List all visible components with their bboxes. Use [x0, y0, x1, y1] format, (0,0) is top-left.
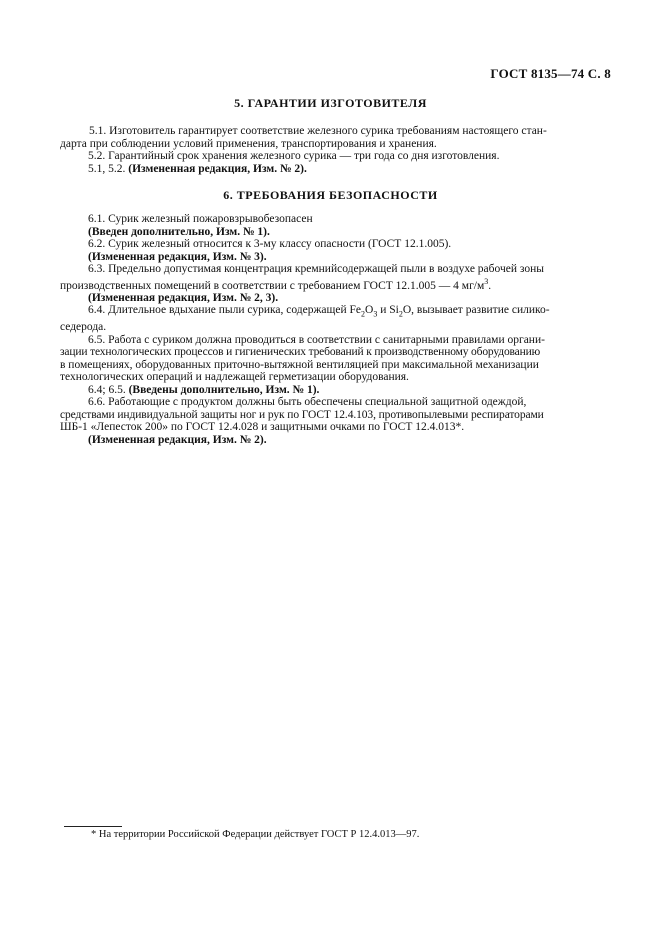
text-6-3b: производственных помещений в соответствии с требованием ГОСТ 12.1.005 — 4 мг/м	[60, 279, 485, 292]
text-5-1b: дарта при соблюдении условий применения, транспортирования и хранения.	[60, 137, 437, 150]
text-6-1: 6.1. Сурик железный пожаровзрывобезопасен	[88, 213, 313, 225]
text-6-2: 6.2. Сурик железный относится к 3-му классу опасности (ГОСТ 12.1.005).	[88, 238, 452, 250]
para-6-5d	[60, 371, 602, 384]
text-5-3-prefix: 5.1, 5.2.	[88, 162, 129, 175]
text-6-3-end: .	[488, 279, 492, 292]
text-6-4a-2: O	[365, 304, 374, 317]
para-6-4-6-5	[88, 384, 602, 397]
text-6-6c: ШБ-1 «Лепесток 200» по ГОСТ 12.4.028 и защитными очками по ГОСТ 12.4.013*.	[60, 421, 465, 434]
text-6-4a-sub1: 2	[361, 309, 366, 319]
para-5-1b	[60, 138, 602, 151]
text-6-4-6-5-prefix: 6.4; 6.5.	[88, 383, 129, 396]
para-6-4b	[60, 321, 602, 334]
para-6-6a	[88, 396, 602, 409]
footnote: * На территории Российской Федерации действует ГОСТ Р 12.4.013—97.	[91, 829, 420, 840]
text-6-4a-4: O, вызывает развитие силико-	[402, 304, 550, 317]
text-6-4a-3: и Si	[377, 304, 399, 317]
text-6-4a-sub2: 3	[373, 309, 378, 319]
section-6-body	[60, 213, 602, 446]
para-5-3	[88, 163, 602, 176]
para-6-5c	[60, 359, 602, 372]
text-6-4b: седерода.	[60, 321, 107, 334]
text-6-3-sup: 3	[484, 276, 489, 286]
para-6-5a	[88, 334, 602, 347]
para-6-4a	[88, 304, 602, 321]
text-6-6b: средствами индивидуальной защиты ног и рук по ГОСТ 12.4.103, противопылевыми респираторами	[60, 408, 544, 421]
para-6-3-note: (Измененная редакция, Изм. № 2, 3).	[88, 291, 279, 304]
para-6-6c	[60, 421, 602, 434]
para-6-6b	[60, 409, 602, 422]
section-5-title: 5. ГАРАНТИИ ИЗГОТОВИТЕЛЯ	[234, 96, 427, 110]
section-6-title: 6. ТРЕБОВАНИЯ БЕЗОПАСНОСТИ	[223, 188, 438, 202]
para-6-3b	[60, 276, 602, 292]
footnote-divider	[64, 826, 122, 827]
text-6-5b: зации технологических процессов и гигиенических требований к производственному оборудованию	[60, 346, 541, 359]
text-6-5d: технологических операций и надлежащей герметизации оборудования.	[60, 371, 409, 384]
text-5-3-bold: (Измененная редакция, Изм. № 2).	[128, 162, 307, 175]
para-6-5b	[60, 346, 602, 359]
para-6-3a	[88, 263, 602, 276]
text-6-4-6-5-bold: (Введены дополнительно, Изм. № 1).	[128, 383, 320, 396]
text-5-2: 5.2. Гарантийный срок хранения железного сурика — три года со дня изготовления.	[88, 150, 500, 162]
text-6-6a: 6.6. Работающие с продуктом должны быть обеспечены специальной защитной одеждой,	[88, 396, 527, 409]
para-6-1	[88, 213, 602, 226]
page-header: ГОСТ 8135—74 С. 8	[490, 66, 611, 81]
text-6-4a-sub3: 2	[398, 309, 403, 319]
section-5-body	[60, 125, 602, 175]
para-5-1a	[88, 125, 602, 138]
text-6-3a: 6.3. Предельно допустимая концентрация кремнийсодержащей пыли в воздухе рабочей зоны	[88, 263, 544, 275]
para-6-2-note: (Измененная редакция, Изм. № 3).	[88, 250, 267, 263]
para-6-6-note: (Измененная редакция, Изм. № 2).	[88, 433, 267, 446]
text-6-5a: 6.5. Работа с суриком должна проводиться в соответствии с санитарными правилами органи-	[88, 333, 545, 346]
para-6-1-note: (Введен дополнительно, Изм. № 1).	[88, 225, 270, 238]
text-6-5c: в помещениях, оборудованных приточно-вытяжной вентиляцией при максимальной механизации	[60, 358, 539, 371]
para-5-2	[88, 150, 602, 163]
text-6-4a-1: 6.4. Длительное вдыхание пыли сурика, содержащей Fe	[88, 304, 362, 317]
para-6-2	[88, 238, 602, 251]
text-5-1a: 5.1. Изготовитель гарантирует соответствие железного сурика требованиям настоящего стан-	[89, 125, 547, 137]
